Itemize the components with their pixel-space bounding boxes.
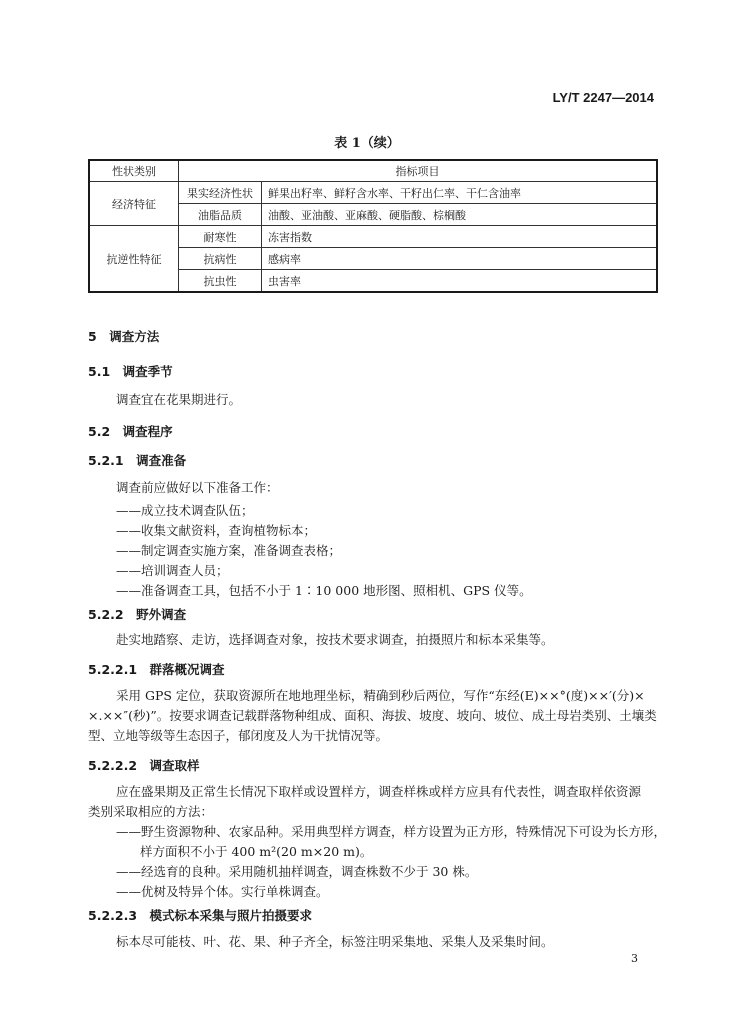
- list-item-continuation: 样方面积不小于 400 m²(20 m×20 m)。: [140, 844, 373, 859]
- heading-5-1: 5.1 调查季节: [88, 364, 173, 379]
- paragraph: 标本尽可能枝、叶、花、果、种子齐全，标签注明采集地、采集人及采集时间。: [116, 934, 554, 949]
- table-row: [89, 182, 657, 204]
- table-row: [89, 226, 657, 248]
- list-item: ——培训调查人员；: [116, 563, 229, 578]
- paragraph-line: 型、立地等级等生态因子，郁闭度及人为干扰情况等。: [88, 728, 389, 743]
- category-cell: 经济特征: [89, 182, 179, 226]
- table-caption: 表 1（续）: [334, 136, 400, 151]
- list-item: ——收集文献资料，查询植物标本；: [116, 523, 317, 538]
- trait-cell: 抗虫性: [179, 270, 262, 293]
- paragraph: 赴实地踏察、走访，选择调查对象，按技术要求调查，拍摄照片和标本采集等。: [116, 632, 554, 647]
- category-cell: 抗逆性特征: [89, 226, 179, 293]
- header-category: 性状类别: [89, 160, 179, 182]
- paragraph-line: ×.××″(秒)”。按要求调查记载群落物种组成、面积、海拔、坡度、坡向、坡位、成土母岩类别、土壤类: [88, 708, 657, 723]
- indicator-cell: 虫害率: [262, 270, 658, 293]
- indicator-cell: 油酸、亚油酸、亚麻酸、硬脂酸、棕榈酸: [262, 204, 658, 226]
- heading-5-2-2-1: 5.2.2.1 群落概况调查: [88, 662, 225, 677]
- list-item: ——准备调查工具，包括不小于 1∶10 000 地形图、照相机、GPS 仪等。: [116, 583, 532, 598]
- list-item: ——成立技术调查队伍；: [116, 503, 254, 518]
- list-item: ——制定调查实施方案，准备调查表格；: [116, 543, 342, 558]
- header-indicator: 指标项目: [179, 160, 658, 182]
- table-header-row: [89, 160, 657, 182]
- heading-5-2-2-3: 5.2.2.3 模式标本采集与照片拍摄要求: [88, 908, 313, 923]
- heading-5-2-1: 5.2.1 调查准备: [88, 453, 187, 468]
- trait-cell: 果实经济性状: [179, 182, 262, 204]
- page-number: 3: [631, 952, 638, 965]
- paragraph-line: 采用 GPS 定位，获取资源所在地地理坐标，精确到秒后两位，写作“东经(E)××°(度)××′(分)×: [116, 688, 645, 703]
- trait-cell: 油脂品质: [179, 204, 262, 226]
- list-item: ——野生资源物种、农家品种。采用典型样方调查，样方设置为正方形，特殊情况下可设为长方形，: [116, 824, 667, 839]
- heading-5-2: 5.2 调查程序: [88, 424, 173, 439]
- heading-5: 5 调查方法: [88, 329, 160, 344]
- paragraph-line: 应在盛果期及正常生长情况下取样或设置样方，调查样株或样方应具有代表性，调查取样依资源: [116, 784, 642, 799]
- paragraph: 调查前应做好以下准备工作：: [116, 480, 279, 495]
- trait-cell: 耐寒性: [179, 226, 262, 248]
- standard-code: LY/T 2247—2014: [552, 90, 654, 105]
- indicator-cell: 感病率: [262, 248, 658, 270]
- paragraph: 调查宜在花果期进行。: [116, 392, 242, 407]
- paragraph-line: 类别采取相应的方法：: [88, 804, 214, 819]
- trait-cell: 抗病性: [179, 248, 262, 270]
- heading-5-2-2: 5.2.2 野外调查: [88, 607, 187, 622]
- indicator-table: [88, 159, 658, 293]
- indicator-cell: 鲜果出籽率、鲜籽含水率、干籽出仁率、干仁含油率: [262, 182, 658, 204]
- list-item: ——优树及特异个体。实行单株调查。: [116, 884, 329, 899]
- list-item: ——经选育的良种。采用随机抽样调查，调查株数不少于 30 株。: [116, 864, 478, 879]
- heading-5-2-2-2: 5.2.2.2 调查取样: [88, 758, 200, 773]
- indicator-cell: 冻害指数: [262, 226, 658, 248]
